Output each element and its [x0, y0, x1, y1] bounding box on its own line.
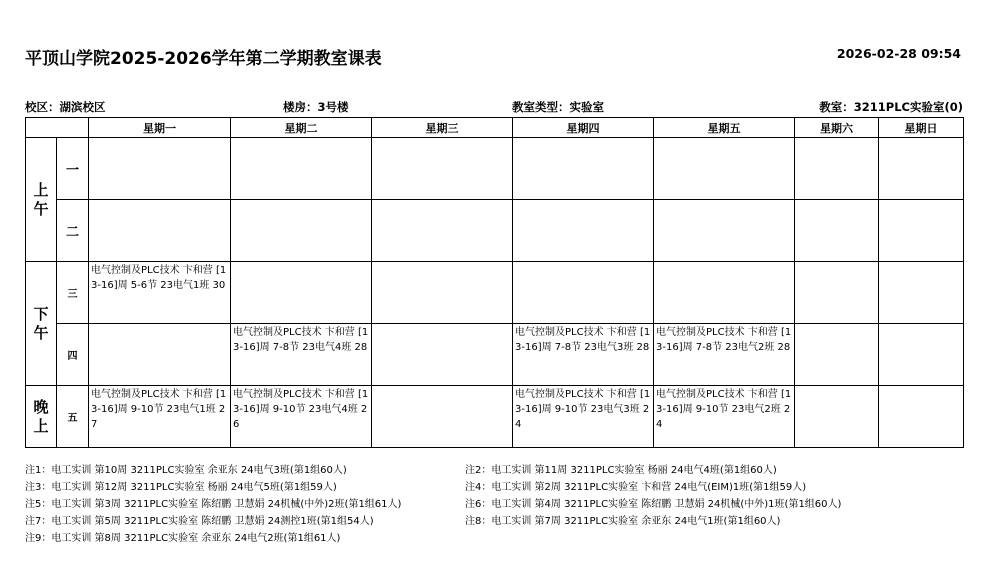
note-item: 注3：电工实训 第12周 3211PLC实验室 杨丽 24电气5班(第1组59人) — [25, 482, 337, 493]
cell-s1-sat — [795, 138, 879, 200]
cell-s3-tue — [231, 262, 372, 324]
period-morning — [26, 138, 57, 262]
table-row — [26, 200, 964, 262]
cell-s5-tue[interactable] — [231, 386, 372, 448]
cell-s5-wed — [372, 386, 513, 448]
cell-s2-wed — [372, 200, 513, 262]
cell-s4-wed — [372, 324, 513, 386]
day-header-fri: 星期五 — [654, 118, 795, 138]
cell-s4-thu[interactable] — [513, 324, 654, 386]
room-label: 教室：3211PLC实验室(0) — [819, 100, 963, 114]
period-afternoon-label: 下 午 — [33, 304, 49, 342]
cell-s3-mon[interactable] — [89, 262, 231, 324]
day-header-sat: 星期六 — [795, 118, 879, 138]
period-morning-label: 上 午 — [33, 180, 49, 218]
room-info-bar — [25, 99, 963, 115]
day-header-tue: 星期二 — [231, 118, 372, 138]
course-entry: 电气控制及PLC技术 卞和营 [13-16]周 9-10节 23电气1班 27 — [91, 389, 227, 430]
section-4: 四 — [57, 324, 89, 386]
cell-s5-sun — [879, 386, 964, 448]
course-entry: 电气控制及PLC技术 卞和营 [13-16]周 7-8节 23电气3班 28 — [515, 327, 651, 353]
cell-s1-sun — [879, 138, 964, 200]
section-2: 二 — [57, 200, 89, 262]
course-entry: 电气控制及PLC技术 卞和营 [13-16]周 9-10节 23电气2班 24 — [656, 389, 792, 430]
table-row — [26, 138, 964, 200]
section-5: 五 — [57, 386, 89, 448]
schedule-table — [25, 117, 964, 448]
cell-s3-thu — [513, 262, 654, 324]
room-type-label: 教室类型：实验室 — [512, 100, 604, 114]
cell-s1-tue — [231, 138, 372, 200]
period-evening-label: 晚 上 — [33, 397, 49, 435]
day-header-thu: 星期四 — [513, 118, 654, 138]
cell-s1-fri — [654, 138, 795, 200]
print-timestamp: 2026-02-28 09:54 — [836, 46, 961, 61]
cell-s2-sun — [879, 200, 964, 262]
cell-s4-mon — [89, 324, 231, 386]
section-3: 三 — [57, 262, 89, 324]
table-row — [26, 386, 964, 448]
cell-s4-sat — [795, 324, 879, 386]
note-item: 注8：电工实训 第7周 3211PLC实验室 余亚东 24电气1班(第1组60人) — [465, 516, 781, 527]
cell-s5-thu[interactable] — [513, 386, 654, 448]
notes-right-column — [465, 462, 841, 530]
cell-s5-sat — [795, 386, 879, 448]
cell-s2-sat — [795, 200, 879, 262]
note-item: 注1：电工实训 第10周 3211PLC实验室 余亚东 24电气3班(第1组60人) — [25, 465, 347, 476]
cell-s2-thu — [513, 200, 654, 262]
cell-s4-sun — [879, 324, 964, 386]
course-entry: 电气控制及PLC技术 卞和营 [13-16]周 7-8节 23电气2班 28 — [656, 327, 792, 353]
cell-s5-fri[interactable] — [654, 386, 795, 448]
cell-s5-mon[interactable] — [89, 386, 231, 448]
note-item: 注9：电工实训 第8周 3211PLC实验室 余亚东 24电气2班(第1组61人) — [25, 533, 341, 544]
note-item: 注4：电工实训 第2周 3211PLC实验室 卞和营 24电气(EIM)1班(第1组59人) — [465, 482, 807, 493]
course-entry: 电气控制及PLC技术 卞和营 [13-16]周 9-10节 23电气4班 26 — [233, 389, 369, 430]
course-entry: 电气控制及PLC技术 卞和营 [13-16]周 5-6节 23电气1班 30 — [91, 265, 227, 291]
corner-cell — [26, 118, 89, 138]
cell-s3-wed — [372, 262, 513, 324]
day-header-mon: 星期一 — [89, 118, 231, 138]
table-row — [26, 324, 964, 386]
note-item: 注2：电工实训 第11周 3211PLC实验室 杨丽 24电气4班(第1组60人) — [465, 465, 777, 476]
cell-s1-wed — [372, 138, 513, 200]
course-entry: 电气控制及PLC技术 卞和营 [13-16]周 9-10节 23电气3班 24 — [515, 389, 651, 430]
cell-s3-sat — [795, 262, 879, 324]
cell-s2-tue — [231, 200, 372, 262]
table-row — [26, 262, 964, 324]
cell-s4-fri[interactable] — [654, 324, 795, 386]
cell-s2-mon — [89, 200, 231, 262]
notes-left-column — [25, 462, 401, 547]
day-header-sun: 星期日 — [879, 118, 964, 138]
cell-s4-tue[interactable] — [231, 324, 372, 386]
page-title: 平顶山学院2025-2026学年第二学期教室课表 — [25, 49, 382, 69]
building-label: 楼房：3号楼 — [283, 100, 349, 114]
cell-s2-fri — [654, 200, 795, 262]
note-item: 注6：电工实训 第4周 3211PLC实验室 陈绍鹏 卫慧娟 24机械(中外)1班(第1组60人) — [465, 499, 842, 510]
cell-s3-fri — [654, 262, 795, 324]
cell-s1-mon — [89, 138, 231, 200]
section-1: 一 — [57, 138, 89, 200]
campus-label: 校区：湖滨校区 — [25, 100, 106, 114]
period-evening — [26, 386, 57, 448]
day-header-wed: 星期三 — [372, 118, 513, 138]
note-item: 注5：电工实训 第3周 3211PLC实验室 陈绍鹏 卫慧娟 24机械(中外)2班(第1组61人) — [25, 499, 402, 510]
cell-s1-thu — [513, 138, 654, 200]
course-entry: 电气控制及PLC技术 卞和营 [13-16]周 7-8节 23电气4班 28 — [233, 327, 369, 353]
cell-s3-sun — [879, 262, 964, 324]
period-afternoon — [26, 262, 57, 386]
note-item: 注7：电工实训 第5周 3211PLC实验室 陈绍鹏 卫慧娟 24测控1班(第1组54人) — [25, 516, 374, 527]
header-row — [26, 118, 964, 138]
